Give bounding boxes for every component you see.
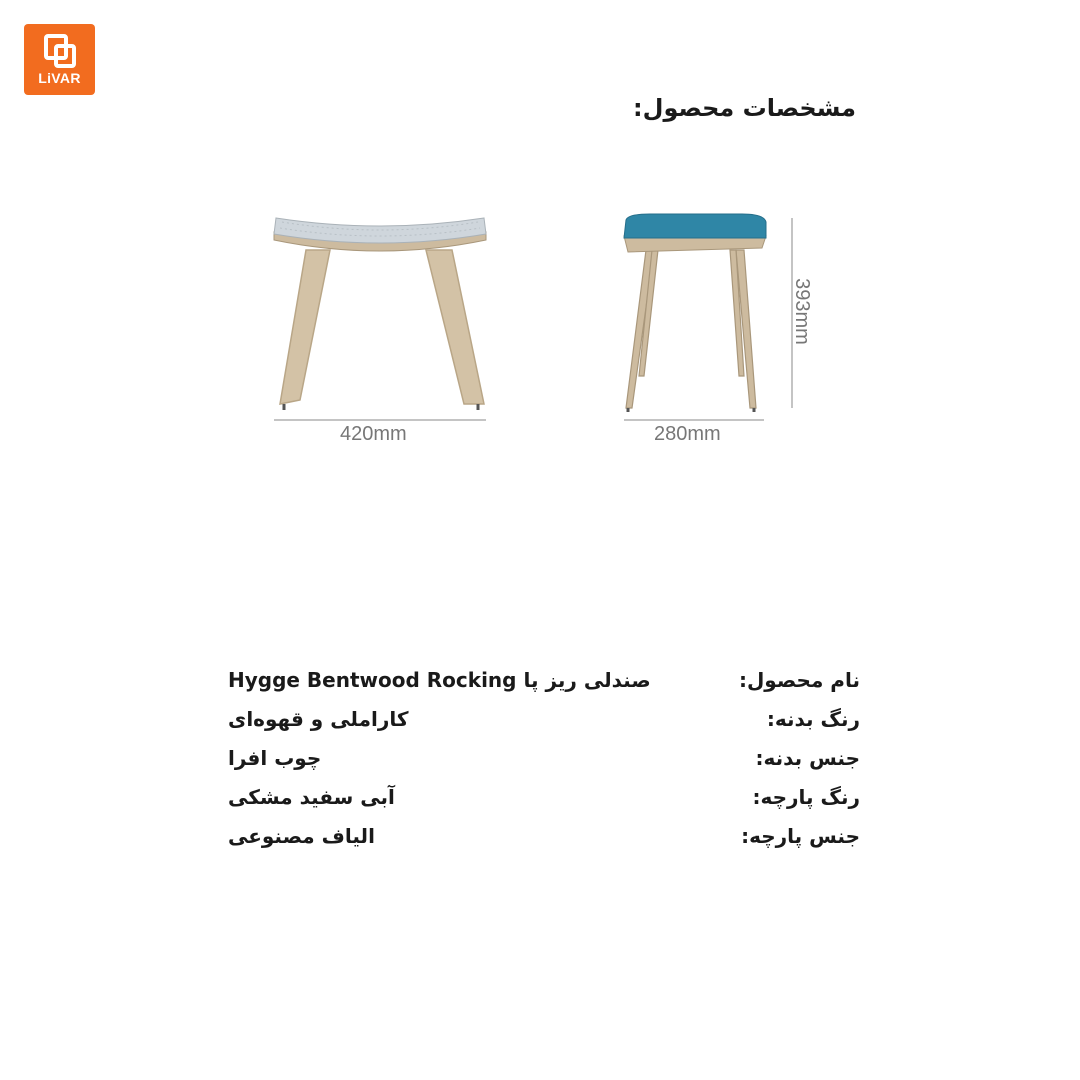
spec-value: صندلی ریز پا Hygge Bentwood Rocking [228,668,651,692]
spec-value: آبی سفید مشکی [228,785,395,809]
spec-label: رنگ پارچه: [752,785,860,809]
spec-label: جنس بدنه: [755,746,860,770]
depth-dimension-label: 280mm [654,423,721,445]
spec-label: جنس پارچه: [741,824,860,848]
product-figure [0,0,1080,520]
spec-value: کاراملی و قهوه‌ای [228,707,409,731]
spec-value: الیاف مصنوعی [228,824,375,848]
spec-row-product-name [228,668,860,704]
spec-row-body-material [228,746,860,782]
spec-row-fabric-color [228,785,860,821]
width-dimension-label: 420mm [340,423,407,445]
spec-label: نام محصول: [738,668,860,692]
stool-front-view-icon [274,218,486,410]
height-dimension-label: 393mm [790,278,813,345]
spec-label: رنگ بدنه: [766,707,860,731]
brand-name: LiVAR [38,70,81,86]
page-title: مشخصات محصول: [633,94,856,122]
spec-row-fabric-material [228,824,860,860]
stool-side-view-icon [624,214,766,412]
spec-row-body-color [228,707,860,743]
spec-value: چوب افرا [228,746,322,770]
